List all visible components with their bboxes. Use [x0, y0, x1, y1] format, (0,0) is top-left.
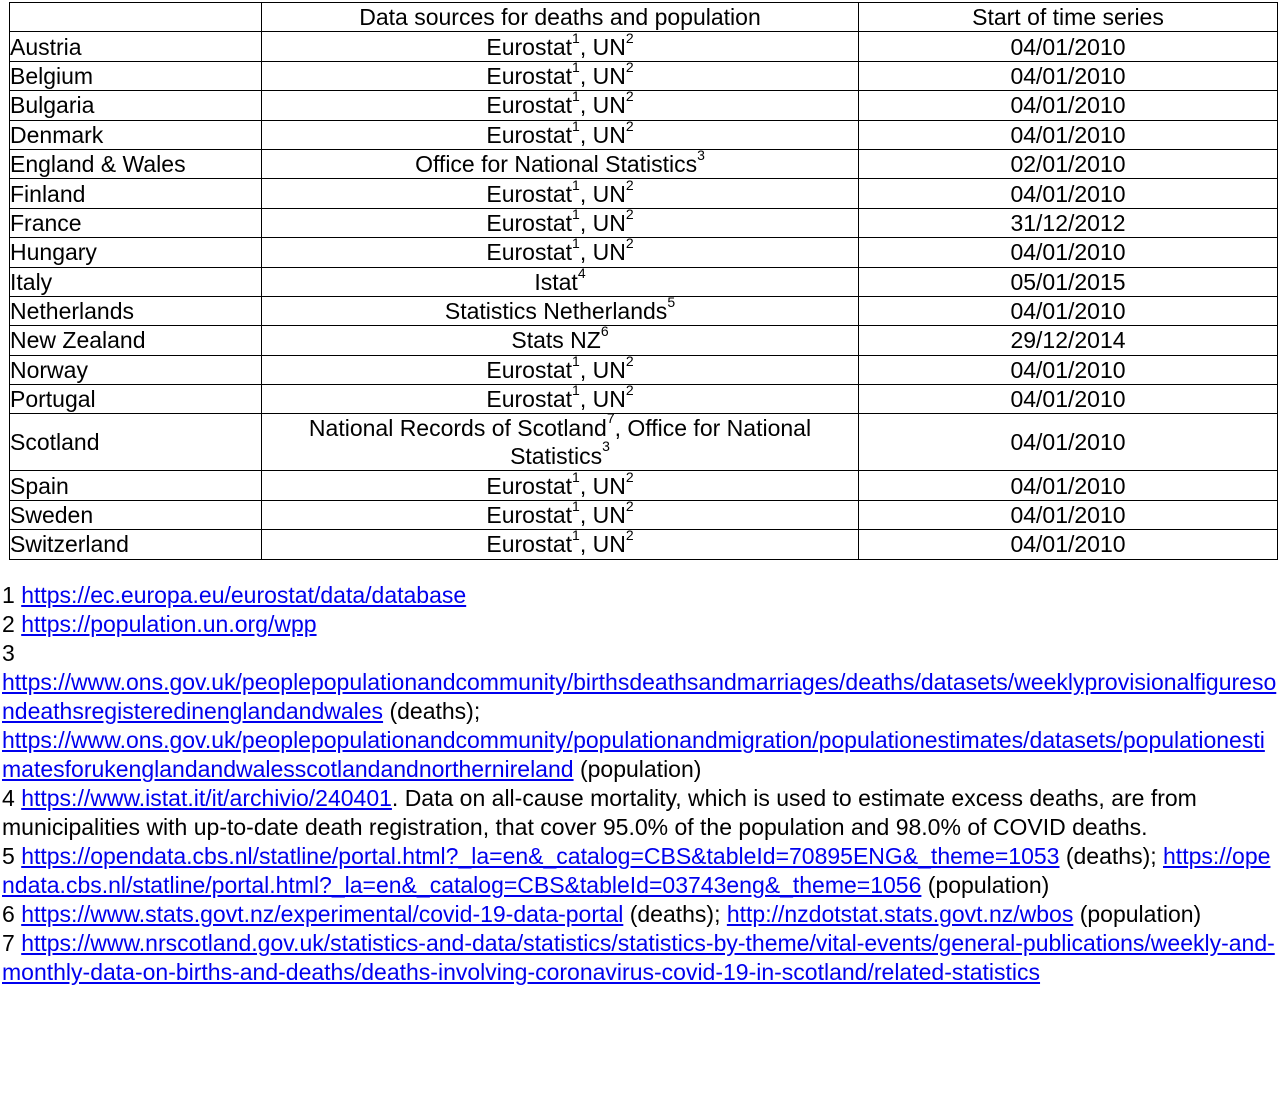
source-name: Eurostat [486, 356, 573, 383]
source-name: , UN [579, 62, 626, 89]
start-date-cell: 04/01/2010 [859, 61, 1278, 90]
footnote [2, 639, 1278, 668]
footnote [2, 726, 1278, 784]
table-row [10, 61, 1278, 90]
start-date-cell: 04/01/2010 [859, 385, 1278, 414]
table-row [10, 385, 1278, 414]
footnote-link[interactable]: https://www.stats.govt.nz/experimental/covid-19-data-portal [21, 901, 624, 927]
source-name: , UN [579, 472, 626, 499]
footnote-ref: 2 [625, 498, 634, 515]
source-name: Istat [534, 268, 578, 295]
footnote-text: (population) [1073, 901, 1202, 927]
source-name: , UN [579, 209, 626, 236]
footnote-text: (population) [921, 872, 1050, 898]
footnote-ref: 1 [572, 352, 580, 369]
table-row [10, 179, 1278, 208]
source-name: , UN [579, 356, 626, 383]
table-row [10, 91, 1278, 120]
data-source-cell [262, 500, 859, 529]
data-source-cell [262, 323, 859, 355]
footnote-ref: 1 [572, 382, 580, 399]
source-name: Eurostat [486, 386, 573, 413]
footnote-ref: 6 [600, 323, 609, 340]
footnote [2, 900, 1278, 929]
source-name: Eurostat [486, 121, 573, 148]
footnote-ref: 2 [625, 58, 634, 75]
footnote-ref: 7 [606, 410, 615, 427]
footnote-ref: 1 [572, 468, 580, 485]
source-name: Statistics Netherlands [444, 298, 668, 325]
footnote-ref: 2 [625, 352, 634, 369]
table-row [10, 471, 1278, 500]
country-cell: Sweden [10, 500, 262, 529]
footnote-ref: 2 [625, 382, 634, 399]
start-date-cell: 31/12/2012 [859, 208, 1278, 237]
footnote-ref: 2 [625, 29, 634, 46]
table-row [10, 530, 1278, 559]
footnote-ref: 5 [667, 294, 676, 311]
footnote-ref: 2 [625, 117, 634, 134]
country-cell: Bulgaria [10, 91, 262, 120]
source-name: Eurostat [486, 531, 573, 558]
table-row [10, 355, 1278, 384]
data-source-cell [262, 176, 859, 208]
source-name: , UN [579, 180, 626, 207]
country-cell: Hungary [10, 238, 262, 267]
country-cell: Portugal [10, 385, 262, 414]
country-cell: France [10, 208, 262, 237]
footnote-ref: 1 [572, 29, 580, 46]
source-name: , UN [579, 502, 626, 529]
footnote-text: (population) [573, 756, 702, 782]
footnote-ref: 4 [577, 264, 586, 281]
start-date-cell: 04/01/2010 [859, 32, 1278, 61]
footnote [2, 668, 1278, 726]
footnote [2, 929, 1278, 987]
header-data-sources: Data sources for deaths and population [262, 3, 859, 32]
source-name: , UN [579, 33, 626, 60]
data-source-cell [262, 352, 859, 384]
footnote-text: 3 [2, 640, 15, 666]
source-name: Eurostat [486, 180, 573, 207]
table-row [10, 208, 1278, 237]
start-date-cell: 29/12/2014 [859, 326, 1278, 355]
footnote-link[interactable]: http://nzdotstat.stats.govt.nz/wbos [726, 901, 1074, 927]
country-cell: Scotland [10, 414, 262, 471]
source-name: Eurostat [486, 239, 573, 266]
start-date-cell: 04/01/2010 [859, 91, 1278, 120]
source-name: Eurostat [486, 502, 573, 529]
data-source-cell [262, 264, 859, 296]
country-cell: Austria [10, 32, 262, 61]
footnote-text: 6 [2, 901, 22, 927]
start-date-cell: 04/01/2010 [859, 530, 1278, 559]
footnote-ref: 1 [572, 235, 580, 252]
footnote [2, 581, 1278, 610]
table-row [10, 267, 1278, 296]
footnotes [2, 581, 1278, 987]
footnote-ref: 1 [572, 527, 580, 544]
footnote-ref: 1 [572, 58, 580, 75]
source-name: Eurostat [486, 92, 573, 119]
footnote-link[interactable]: https://opendata.cbs.nl/statline/portal.html?_la=en&_catalog=CBS&tableId=70895ENG&_theme=1053 [21, 843, 1060, 869]
footnote-ref: 3 [602, 438, 610, 455]
data-source-cell [262, 410, 859, 471]
footnote-text: 7 [2, 930, 22, 956]
data-source-cell [262, 296, 859, 325]
footnote-ref: 1 [572, 176, 580, 193]
source-name: , UN [579, 92, 626, 119]
start-date-cell: 04/01/2010 [859, 120, 1278, 149]
data-sources-table [9, 2, 1278, 560]
header-country [10, 3, 262, 32]
footnote-ref: 1 [572, 498, 580, 515]
source-name: Eurostat [486, 33, 573, 60]
footnote-text: 1 [2, 582, 22, 608]
table-row [10, 149, 1278, 178]
table-row [10, 32, 1278, 61]
country-cell: Switzerland [10, 530, 262, 559]
footnote-text: (deaths); [1059, 843, 1164, 869]
table-row [10, 326, 1278, 355]
table-row [10, 500, 1278, 529]
data-source-cell [262, 235, 859, 267]
footnote-ref: 1 [572, 88, 580, 105]
data-source-cell [262, 58, 859, 90]
source-name: , UN [579, 386, 626, 413]
footnote-text: . Data on all-cause mortality, which is used to estimate excess deaths, are from municipalities with up-to-date death registration, that cover 95.0% of the population and 98.0% of COVID deaths. [2, 785, 1197, 840]
country-cell: Norway [10, 355, 262, 384]
footnote-ref: 3 [697, 147, 705, 164]
table-row [10, 296, 1278, 325]
country-cell: New Zealand [10, 326, 262, 355]
start-date-cell: 04/01/2010 [859, 355, 1278, 384]
country-cell: Denmark [10, 120, 262, 149]
start-date-cell: 04/01/2010 [859, 414, 1278, 471]
source-name: Stats NZ [511, 327, 601, 354]
footnote-ref: 1 [572, 205, 580, 222]
source-name: Office for National Statistics [415, 151, 698, 178]
table-row [10, 414, 1278, 471]
start-date-cell: 05/01/2015 [859, 267, 1278, 296]
data-source-cell [262, 468, 859, 500]
table-body [10, 29, 1278, 559]
source-name: , UN [579, 121, 626, 148]
source-name: , UN [579, 239, 626, 266]
start-date-cell: 02/01/2010 [859, 149, 1278, 178]
data-source-cell [262, 205, 859, 237]
footnote [2, 784, 1278, 842]
start-date-cell: 04/01/2010 [859, 238, 1278, 267]
footnote-text: 2 [2, 611, 22, 637]
source-name: Eurostat [486, 62, 573, 89]
footnote-link[interactable]: https://population.un.org/wpp [21, 611, 317, 637]
footnote-link[interactable]: https://www.istat.it/it/archivio/240401 [21, 785, 392, 811]
country-cell: Finland [10, 179, 262, 208]
data-source-cell [262, 88, 859, 120]
country-cell: Netherlands [10, 296, 262, 325]
footnote-link[interactable]: https://www.ons.gov.uk/peoplepopulationandcommunity/populationandmigration/populationestimates/datasets/populationestimatesforukenglandandwalesscotlandandnorthernireland [2, 727, 1265, 782]
footnote-link[interactable]: https://ec.europa.eu/eurostat/data/database [21, 582, 467, 608]
footnote-ref: 2 [625, 468, 634, 485]
footnote-link[interactable]: https://www.ons.gov.uk/peoplepopulationandcommunity/birthsdeathsandmarriages/deaths/datasets/weeklyprovisionalfiguresondeathsregisteredinenglandandwales [2, 669, 1277, 724]
footnote-ref: 1 [572, 117, 580, 134]
footnote-ref: 2 [625, 205, 634, 222]
footnote-text: (deaths); [383, 698, 481, 724]
start-date-cell: 04/01/2010 [859, 471, 1278, 500]
data-source-cell [262, 117, 859, 149]
footnote-ref: 2 [625, 88, 634, 105]
country-cell: Italy [10, 267, 262, 296]
footnote [2, 842, 1278, 900]
country-cell: Spain [10, 471, 262, 500]
footnote-ref: 2 [625, 527, 634, 544]
header-start-of-time-series: Start of time series [859, 3, 1278, 32]
country-cell: Belgium [10, 61, 262, 90]
data-source-cell [262, 527, 859, 559]
source-name: Eurostat [486, 209, 573, 236]
start-date-cell: 04/01/2010 [859, 296, 1278, 325]
footnote-text: 4 [2, 785, 22, 811]
footnote-text: 5 [2, 843, 22, 869]
country-cell: England & Wales [10, 149, 262, 178]
table-header-row [10, 3, 1278, 32]
source-name: National Records of Scotland [308, 415, 607, 442]
data-source-cell [262, 29, 859, 61]
footnote-link[interactable]: https://opendata.cbs.nl/statline/portal.html?_la=en&_catalog=CBS&tableId=03743eng&_theme=1056 [2, 843, 1271, 898]
table-row [10, 238, 1278, 267]
source-name: , UN [579, 531, 626, 558]
footnote-ref: 2 [625, 176, 634, 193]
start-date-cell: 04/01/2010 [859, 500, 1278, 529]
source-name: , Office for National Statistics [510, 415, 812, 470]
footnote-text: (deaths); [623, 901, 727, 927]
source-name: Eurostat [486, 472, 573, 499]
footnote [2, 610, 1278, 639]
table-row [10, 120, 1278, 149]
data-source-cell [262, 382, 859, 414]
start-date-cell: 04/01/2010 [859, 179, 1278, 208]
footnote-ref: 2 [625, 235, 634, 252]
footnote-link[interactable]: https://www.nrscotland.gov.uk/statistics-and-data/statistics/statistics-by-theme/vital-events/general-publications/weekly-and-monthly-data-on-births-and-deaths/deaths-involving-coronavirus-covid-19-in-scotland/related-statistics [2, 930, 1275, 985]
data-source-cell [262, 149, 859, 178]
